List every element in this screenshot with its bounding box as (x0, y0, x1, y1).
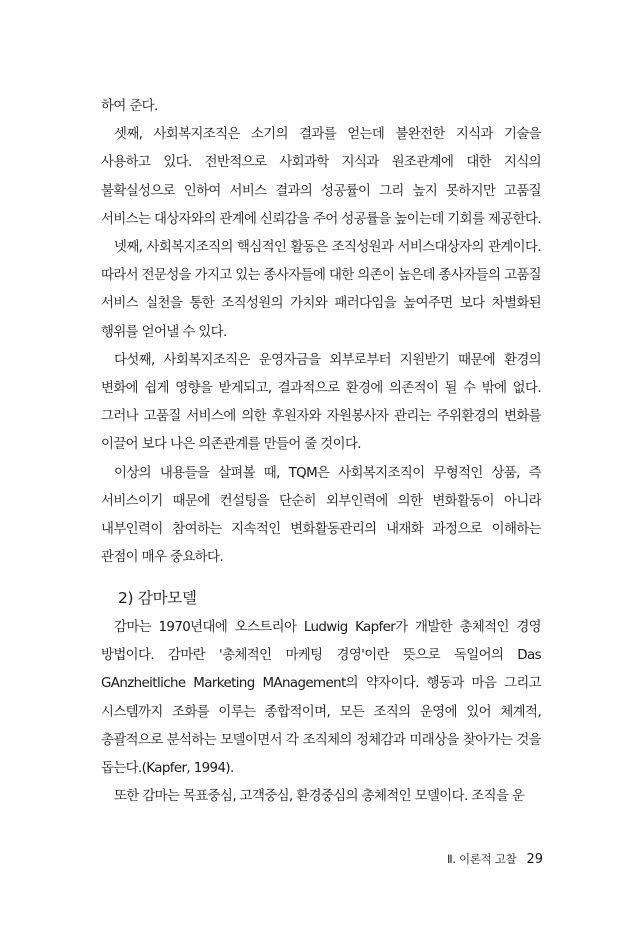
paragraph-fourth-point: 넷째, 사회복지조직의 핵심적인 활동은 조직성원과 서비스대상자의 관계이다. 따라서 전문성을 가지고 있는 종사자들에 대한 의존이 높은데 종사자들의 고품질 서비스 실천을 통한 조직성원의 가치와 패러다임을 높여주면 보다 차별화된 행위를 얻어낼 수 있다. (101, 240, 541, 340)
paragraph-gamma-holistic: 또한 감마는 목표중심, 고객중심, 환경중심의 총체적인 모델이다. 조직을 운 (114, 789, 525, 805)
paragraph-gamma-definition: 감마는 1970년대에 오스트리아 Ludwig Kapfer가 개발한 총체적인 경영 방법이다. 감마란 '총체적인 마케팅 경영'이란 뜻으로 독일어의 Das GAnzheitliche Marketing MAnagement의 약자이다. 행동과 마음 그리고 시스템까지 조화를 이루는 종합적이며, 모든 조직의 운영에 있어 체계적, 총괄적으로 분석하는 모델이면서 각 조직체의 정체감과 미래상을 찾아가는 것을 돕는다.(Kapfer, 1994). (101, 620, 541, 777)
section-heading-gamma-model: 2) 감마모델 (118, 589, 197, 607)
paragraph-continuation: 하여 준다. (101, 99, 158, 114)
body-text-block-1 (101, 93, 541, 572)
page-number: 29 (526, 852, 543, 867)
paragraph-tqm-summary: 이상의 내용들을 살펴볼 때, TQM은 사회복지조직이 무형적인 상품, 즉 서비스이기 때문에 컨설팅을 단순히 외부인력에 의한 변화활동이 아니라 내부인력이 참여하는 지속적인 변화활동관리의 내재화 과정으로 이해하는 관점이 매우 중요하다. (101, 465, 541, 566)
page-footer (447, 850, 543, 869)
paragraph-fifth-point: 다섯째, 사회복지조직은 운영자금을 외부로부터 지원받기 때문에 환경의 변화에 쉽게 영향을 받게되고, 결과적으로 환경에 의존적이 될 수 밖에 없다. 그러나 고품질 서비스에 의한 후원자와 자원봉사자 관리는 주위환경의 변화를 이끌어 보다 나은 의존관계를 만들어 줄 것이다. (101, 352, 541, 453)
running-footer-chapter: Ⅱ. 이론적 고찰 (446, 852, 517, 866)
paragraph-third-point: 셋째, 사회복지조직은 소기의 결과를 얻는데 불완전한 지식과 기술을 사용하고 있다. 전반적으로 사회과학 지식과 원조관계에 대한 지식의 불확실성으로 인하여 서비스 결과의 성공률이 그리 높지 못하지만 고품질 서비스는 대상자와의 관계에 신뢰감을 주어 성공률을 높이는데 기회를 제공한다. (101, 127, 541, 227)
body-text-block-2 (101, 614, 541, 811)
